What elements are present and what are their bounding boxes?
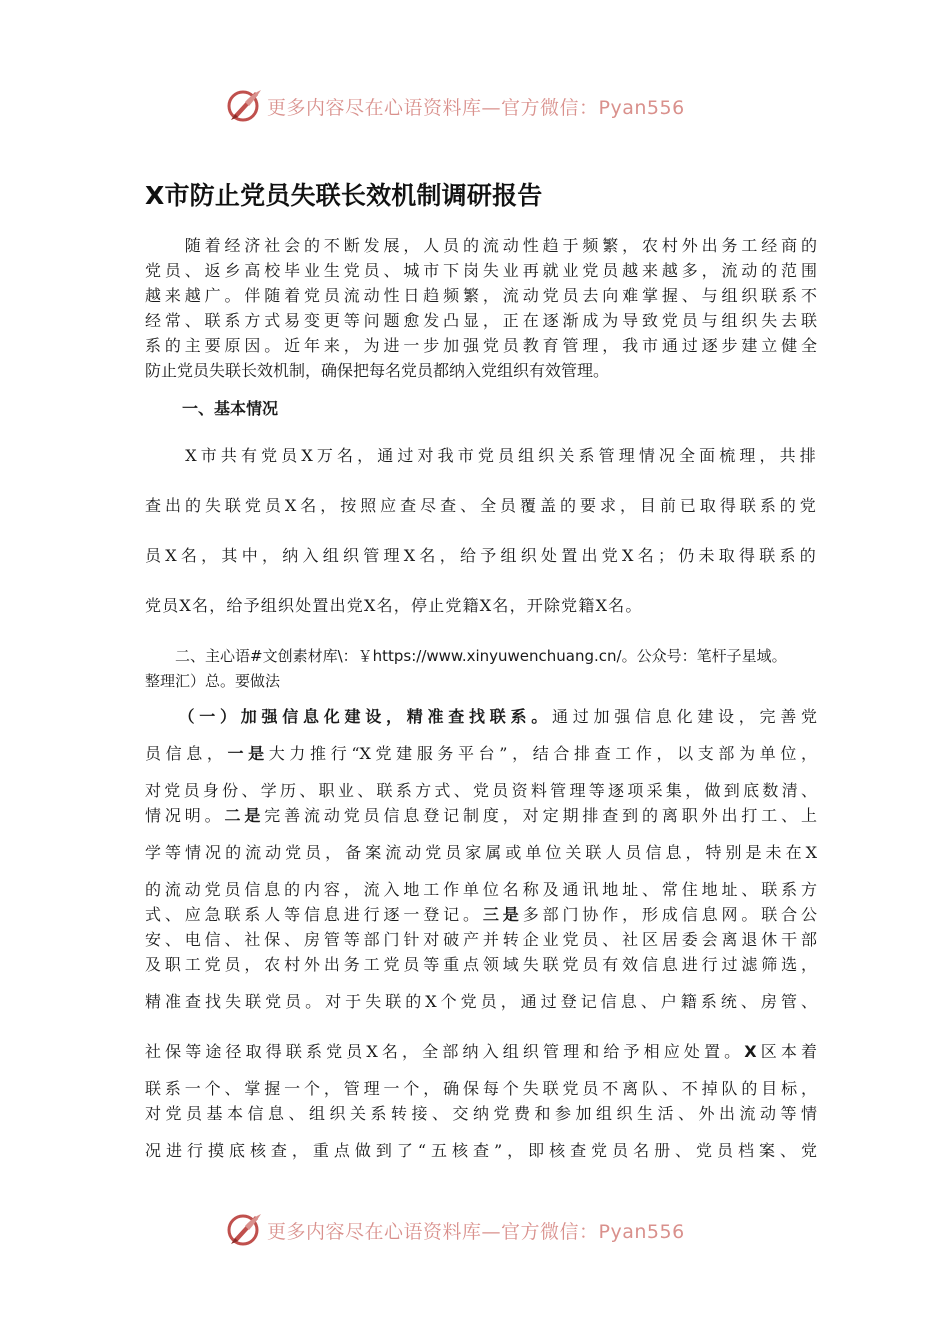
sub1-line: 对党员基本信息、组织关系转接、交纳党费和参加组织生活、外出流动等情	[145, 1104, 817, 1123]
intro-paragraph	[145, 233, 817, 383]
sub1-line	[145, 902, 817, 927]
point-marker-second: 二是	[224, 806, 265, 825]
sub1-line: 的流动党员信息的内容，流入地工作单位名称及通讯地址、常住地址、联系方	[145, 880, 817, 899]
header-watermark-banner	[0, 86, 950, 126]
sub1-text: 社保等途径取得联系党员X名，全部纳入组织管理和给予相应处置。	[145, 1042, 745, 1061]
sub1-line: 学等情况的流动党员，备案流动党员家属或单位关联人员信息，特别是未在X	[145, 843, 817, 862]
sub1-line: 安、电信、社保、房管等部门针对破产并转企业党员、社区居委会离退休干部	[145, 930, 817, 949]
sub1-line: 及职工党员，农村外出务工党员等重点领域失联党员有效信息进行过滤筛选，	[145, 955, 817, 974]
section1-line: X市共有党员X万名，通过对我市党员组织关系管理情况全面梳理，共排	[145, 446, 817, 465]
intro-line: 防止党员失联长效机制，确保把每名党员都纳入党组织有效管理。	[145, 361, 610, 380]
intro-line: 经常、联系方式易变更等问题愈发凸显，正在逐渐成为导致党员与组织失去联	[145, 311, 817, 330]
section1-line: 查出的失联党员X名，按照应查尽查、全员覆盖的要求，目前已取得联系的党	[145, 496, 817, 515]
section-heading-basic-situation: 一、基本情况	[182, 399, 279, 418]
watermark-text	[267, 93, 685, 120]
sub1-line: 联系一个、掌握一个，管理一个，确保每个失联党员不离队、不掉队的目标，	[145, 1079, 817, 1098]
sub1-text: 大力推行“X党建服务平台”，结合排查工作，以支部为单位，	[268, 744, 817, 763]
intro-line: 党员、返乡高校毕业生党员、城市下岗失业再就业党员越来越多，流动的范围	[145, 261, 817, 280]
intro-line: 越来越广。伴随着党员流动性日趋频繁，流动党员去向难掌握、与组织联系不	[145, 286, 817, 305]
intro-line: 系的主要原因。近年来，为进一步加强党员教育管理，我市通过逐步建立健全	[145, 336, 817, 355]
section1-line: 员X名，其中，纳入组织管理X名，给予组织处置出党X名；仍未取得联系的	[145, 546, 817, 565]
watermark-text-cn: 更多内容尽在心语资料库—官方微信：	[267, 96, 599, 119]
footer-watermark-banner	[0, 1210, 950, 1250]
watermark-text-cn: 更多内容尽在心语资料库—官方微信：	[267, 1220, 599, 1243]
sub1-text: 情况明。	[145, 806, 225, 825]
intro-line: 随着经济社会的不断发展，人员的流动性趋于频繁，农村外出务工经商的	[145, 236, 817, 255]
sub1-line	[145, 1039, 817, 1064]
subsection-1-lead: （一）加强信息化建设，精准查找联系。	[145, 707, 552, 726]
quill-logo-icon	[225, 1210, 265, 1250]
sub1-line: 况进行摸底核查，重点做到了“五核查”，即核查党员名册、党员档案、党	[145, 1141, 817, 1160]
section2-line: 二、主心语#文创素材库\：￥https://www.xinyuwenchuang.cn/。公众号：笔杆子星域。	[145, 647, 787, 665]
quill-logo-icon	[225, 86, 265, 126]
sub1-text: 员信息，	[145, 744, 228, 763]
sub1-line: 对党员身份、学历、职业、联系方式、党员资料管理等逐项采集，做到底数清、	[145, 781, 817, 800]
point-marker-first: 一是	[227, 744, 269, 763]
sub1-line	[145, 704, 817, 729]
document-title: X市防止党员失联长效机制调研报告	[145, 181, 543, 210]
sub1-text: 式、应急联系人等信息进行逐一登记。	[145, 905, 483, 924]
point-marker-third: 三是	[482, 905, 523, 924]
sub1-text: 区本着	[756, 1042, 817, 1061]
sub1-text: 通过加强信息化建设，完善党	[551, 707, 817, 726]
watermark-text	[267, 1217, 685, 1244]
district-marker: X	[744, 1042, 757, 1061]
sub1-line	[145, 803, 817, 828]
watermark-content	[225, 86, 685, 126]
sub1-text: 完善流动党员信息登记制度，对定期排查到的离职外出打工、上	[264, 806, 817, 825]
section2-line: 整理汇）总。要做法	[145, 672, 281, 690]
section2-heading	[145, 644, 817, 694]
watermark-content	[225, 1210, 685, 1250]
sub1-line: 精准查找失联党员。对于失联的X个党员，通过登记信息、户籍系统、房管、	[145, 992, 817, 1011]
watermark-text-wechat-id: Pyan556	[598, 96, 685, 119]
watermark-text-wechat-id: Pyan556	[598, 1220, 685, 1243]
sub1-line	[145, 741, 817, 766]
section1-line: 党员X名，给予组织处置出党X名，停止党籍X名，开除党籍X名。	[145, 596, 643, 615]
sub1-text: 多部门协作，形成信息网。联合公	[522, 905, 817, 924]
